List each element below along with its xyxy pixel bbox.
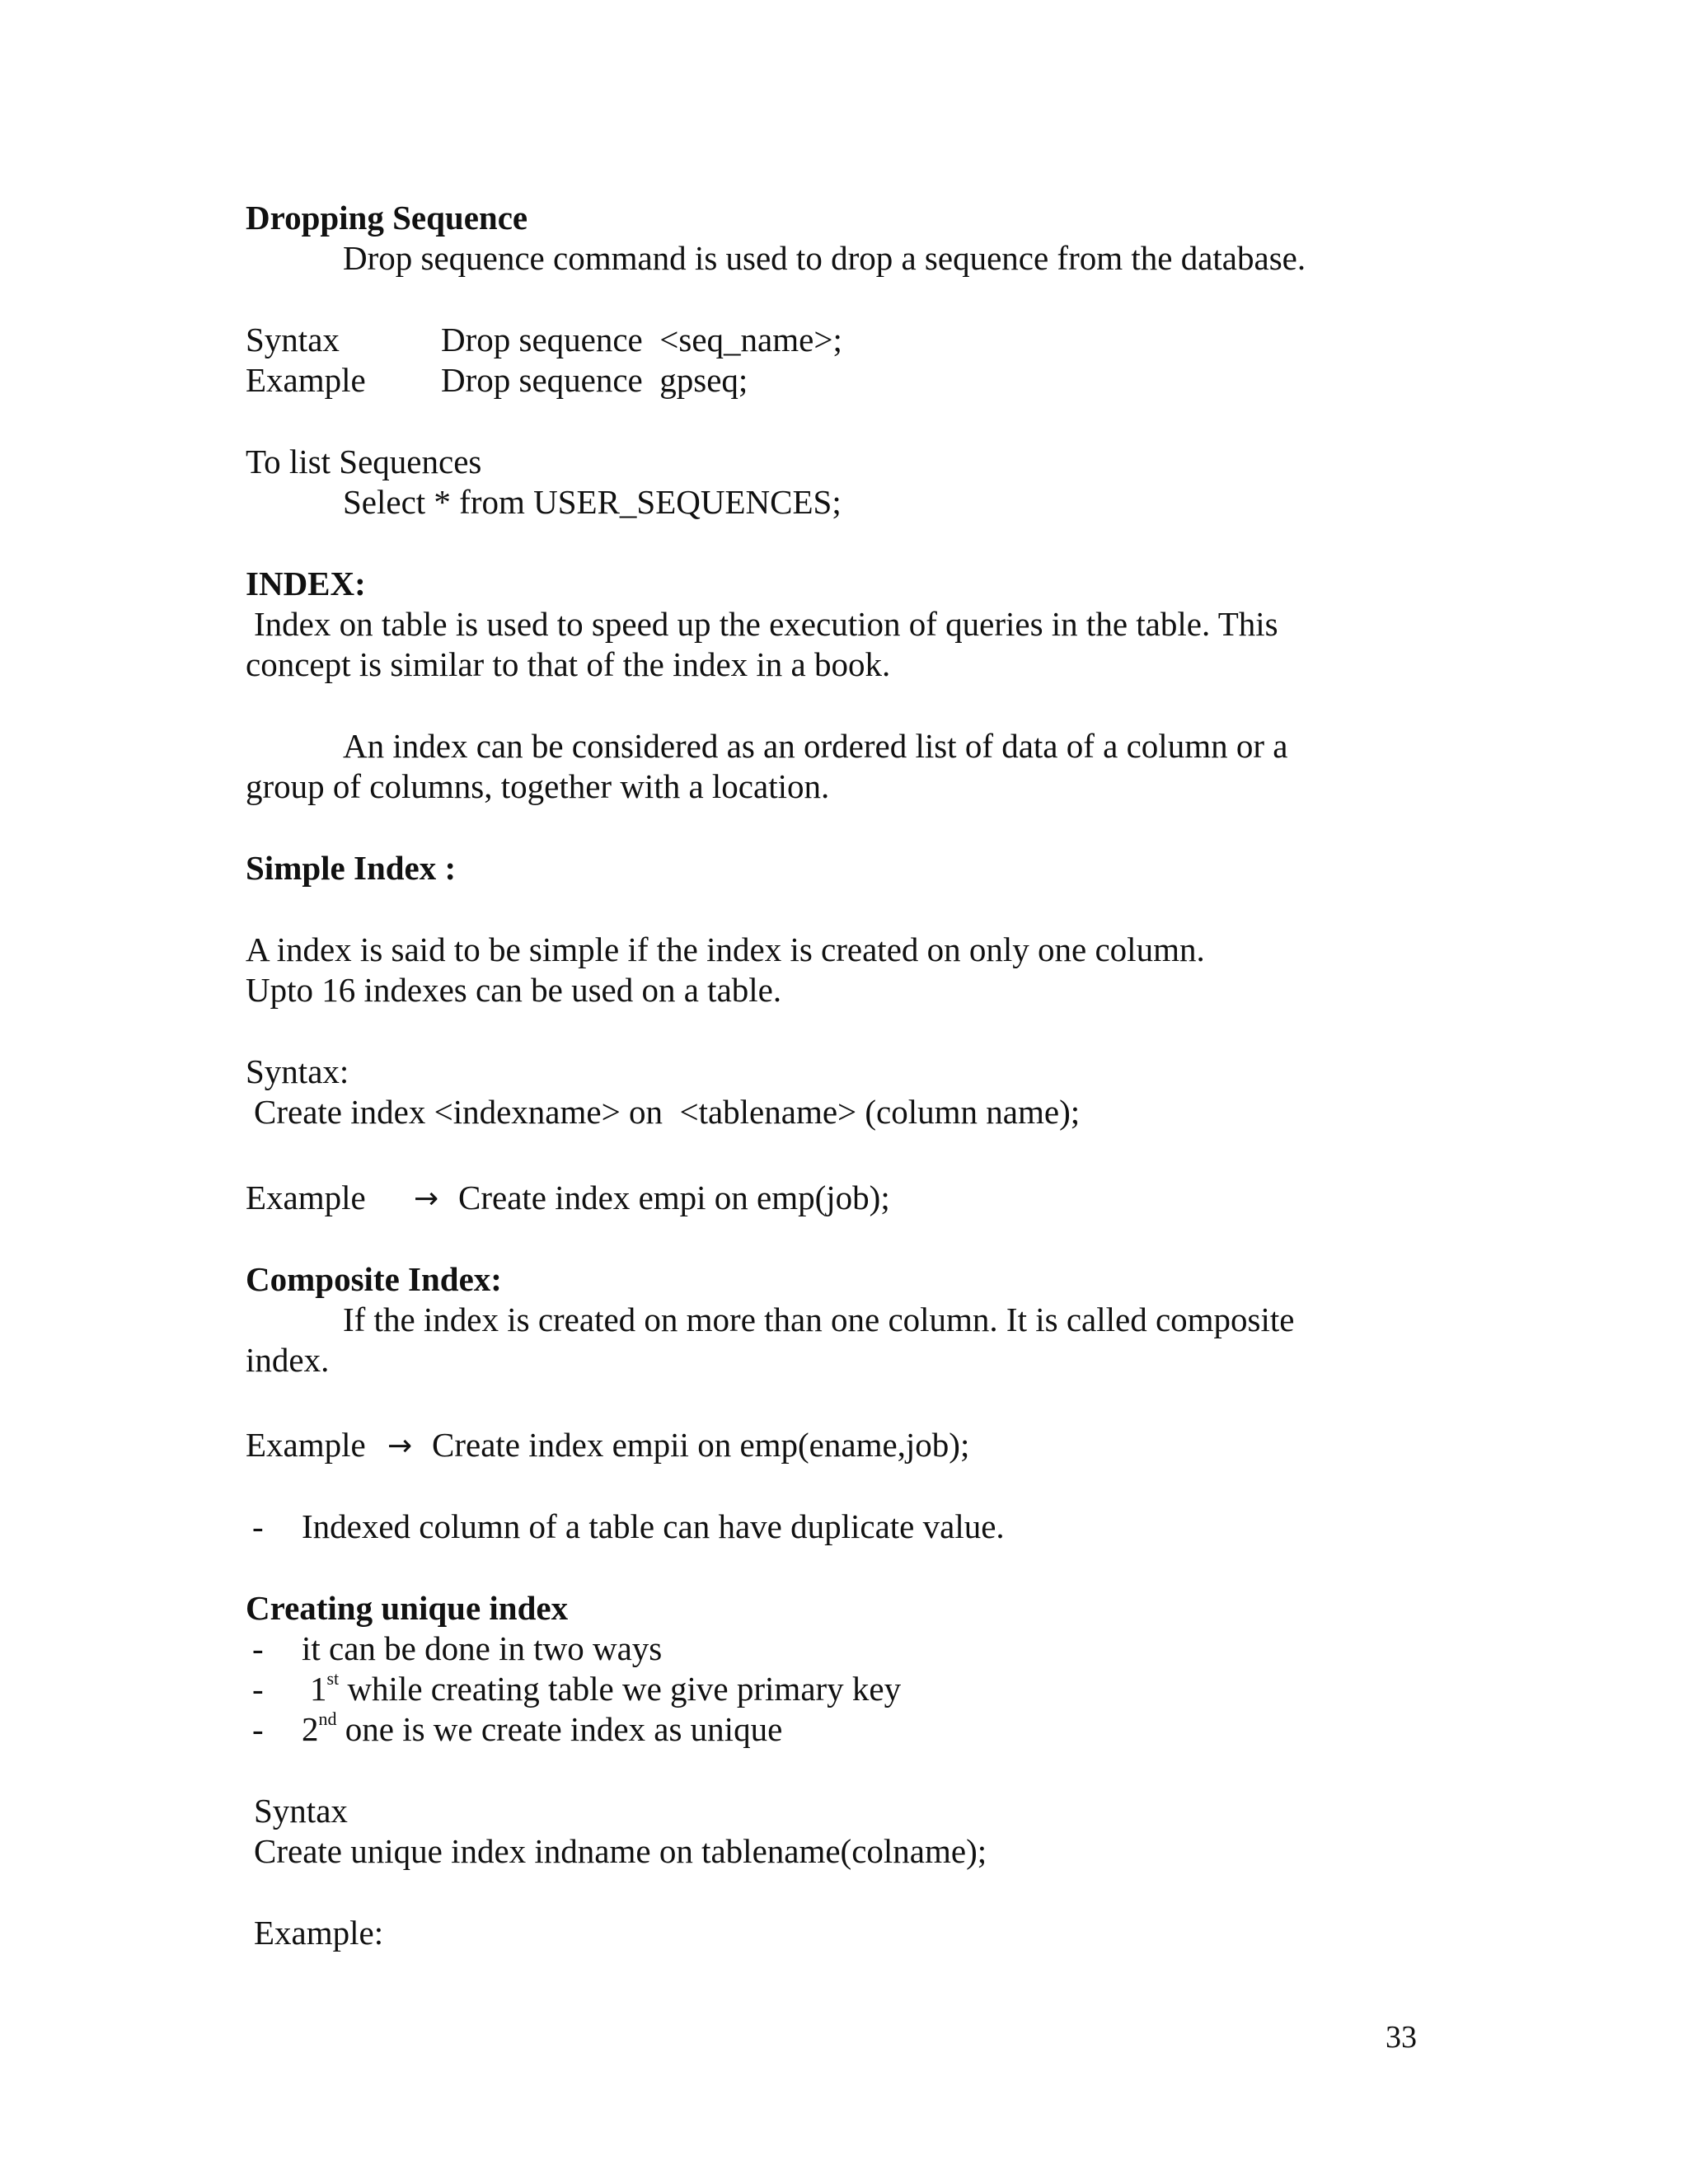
index-paragraph-line: An index can be considered as an ordered list of data of a column or a bbox=[343, 727, 1288, 765]
index-heading: INDEX: bbox=[246, 565, 366, 602]
simple-example-label: Example bbox=[246, 1179, 366, 1216]
bullet-dash: - bbox=[252, 1710, 264, 1748]
drop-syntax-code: Drop sequence <seq_name>; bbox=[441, 321, 842, 359]
simple-example-code: Create index empi on emp(job); bbox=[458, 1179, 890, 1216]
bullet-dash: - bbox=[252, 1629, 264, 1667]
page-number: 33 bbox=[1386, 2020, 1417, 2055]
simple-index-line: A index is said to be simple if the index is created on only one column. bbox=[246, 930, 1205, 968]
right-arrow-icon: → bbox=[387, 1429, 413, 1463]
unique-list-item: it can be done in two ways bbox=[302, 1629, 663, 1667]
unique-index-heading: Creating unique index bbox=[246, 1589, 569, 1627]
composite-index-line: index. bbox=[246, 1341, 330, 1379]
dropping-sequence-description: Drop sequence command is used to drop a sequence from the database. bbox=[343, 239, 1306, 277]
index-paragraph-line: group of columns, together with a location. bbox=[246, 767, 830, 805]
composite-example-label: Example bbox=[246, 1426, 366, 1464]
unique-syntax-label: Syntax bbox=[254, 1792, 348, 1830]
dropping-sequence-heading: Dropping Sequence bbox=[246, 199, 528, 237]
drop-example-code: Drop sequence gpseq; bbox=[441, 361, 748, 399]
bullet-dash: - bbox=[252, 1507, 264, 1545]
index-paragraph-line: Index on table is used to speed up the execution of queries in the table. This bbox=[254, 605, 1278, 643]
simple-syntax-code: Create index <indexname> on <tablename> (column name); bbox=[254, 1093, 1081, 1131]
composite-example-code: Create index empii on emp(ename,job); bbox=[432, 1426, 970, 1464]
unique-list-item: 2nd one is we create index as unique bbox=[302, 1708, 783, 1748]
unique-list-item: 1st while creating table we give primary key bbox=[310, 1668, 902, 1708]
list-sequences-code: Select * from USER_SEQUENCES; bbox=[343, 483, 842, 521]
simple-index-line: Upto 16 indexes can be used on a table. bbox=[246, 971, 782, 1009]
unique-example-label: Example: bbox=[254, 1914, 384, 1952]
list-sequences-heading: To list Sequences bbox=[246, 443, 482, 480]
simple-syntax-label: Syntax: bbox=[246, 1052, 349, 1090]
composite-index-heading: Composite Index: bbox=[246, 1260, 502, 1298]
bullet-dash: - bbox=[252, 1670, 264, 1708]
syntax-label: Syntax bbox=[246, 321, 340, 359]
composite-note: Indexed column of a table can have duplicate value. bbox=[302, 1507, 1005, 1545]
right-arrow-icon: → bbox=[414, 1182, 439, 1216]
unique-syntax-code: Create unique index indname on tablename(colname); bbox=[254, 1832, 987, 1870]
index-paragraph-line: concept is similar to that of the index in a book. bbox=[246, 645, 891, 683]
example-label: Example bbox=[246, 361, 366, 399]
composite-index-line: If the index is created on more than one column. It is called composite bbox=[343, 1301, 1295, 1338]
simple-index-heading: Simple Index : bbox=[246, 849, 457, 887]
